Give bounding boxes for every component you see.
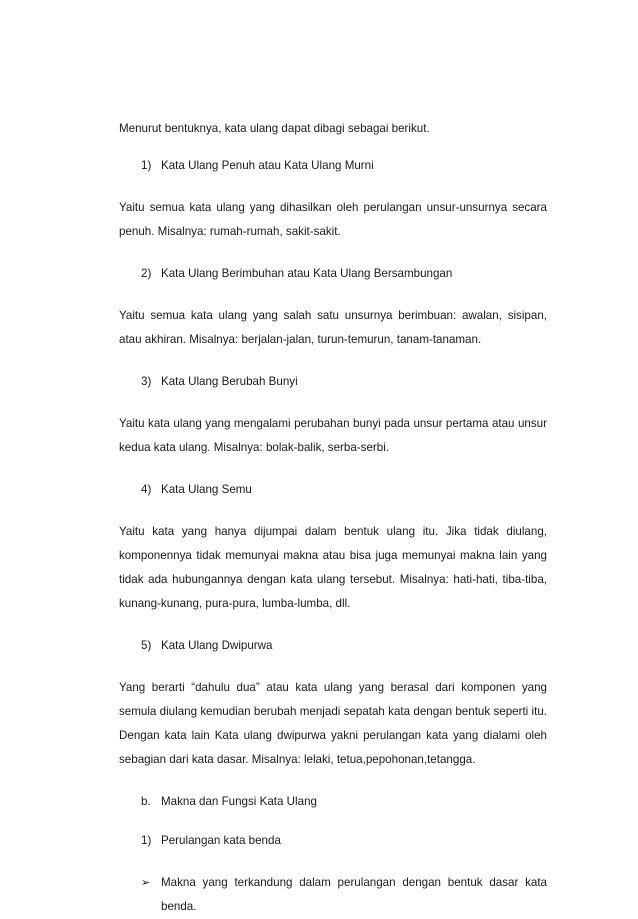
intro-text: Menurut bentuknya, kata ulang dapat dibagi sebagai berikut. [119,122,430,135]
section-title: Kata Ulang Berimbuhan atau Kata Ulang Bersambungan [161,267,453,280]
page-content [119,120,547,919]
section-number: 3) [141,375,152,388]
section-number: 2) [141,267,152,280]
sub-item-number: 1) [141,834,152,847]
section-title: Kata Ulang Berubah Bunyi [161,375,298,388]
section-number: 5) [141,639,152,652]
section-heading-5 [119,637,547,655]
section-title: Makna dan Fungsi Kata Ulang [161,795,317,808]
section-heading-2 [119,265,547,283]
section-title: Kata Ulang Semu [161,483,252,496]
section-body-1: Yaitu semua kata ulang yang dihasilkan oleh perulangan unsur-unsurnya secara penuh. Misalnya: rumah-rumah, sakit-sakit. [119,201,547,238]
arrow-bullet-icon: ➢ [141,876,151,889]
section-body-5: Yang berarti “dahulu dua” atau kata ulang yang berasal dari komponen yang semula diulang kemudian berubah menjadi sepatah kata dengan bentuk seperti itu. Dengan kata lain Kata ulang dwipurwa yakni perulangan kata yang dialami oleh sebagian dari kata dasar. Misalnya: lelaki, tetua,pepohonan,tetangga. [119,681,547,766]
section-body-4: Yaitu kata yang hanya dijumpai dalam bentuk ulang itu. Jika tidak diulang, komponennya tidak memunyai makna atau bisa juga memunyai makna lain yang tidak ada hubungannya dengan kata ulang tersebut. Misalnya: hati-hati, tiba-tiba, kunang-kunang, pura-pura, lumba-lumba, dll. [119,525,547,610]
section-title: Kata Ulang Dwipurwa [161,639,273,652]
section-body-3: Yaitu kata ulang yang mengalami perubahan bunyi pada unsur pertama atau unsur kedua kata ulang. Misalnya: bolak-balik, serba-serbi. [119,417,547,454]
section-number: 4) [141,483,152,496]
section-title: Kata Ulang Penuh atau Kata Ulang Murni [161,159,374,172]
sub-item-heading [119,832,547,850]
section-number: 1) [141,159,152,172]
section-letter: b. [141,795,151,808]
bullet-item [119,871,547,919]
section-body-2: Yaitu semua kata ulang yang salah satu unsurnya berimbuan: awalan, sisipan, atau akhiran. Misalnya: berjalan-jalan, turun-temurun, tanam-tanaman. [119,309,547,346]
section-b-heading [119,793,547,811]
bullet-text: Makna yang terkandung dalam perulangan dengan bentuk dasar kata benda. [161,876,547,913]
section-heading-1 [119,157,547,175]
sub-item-title: Perulangan kata benda [161,834,281,847]
section-heading-3 [119,373,547,391]
section-heading-4 [119,481,547,499]
